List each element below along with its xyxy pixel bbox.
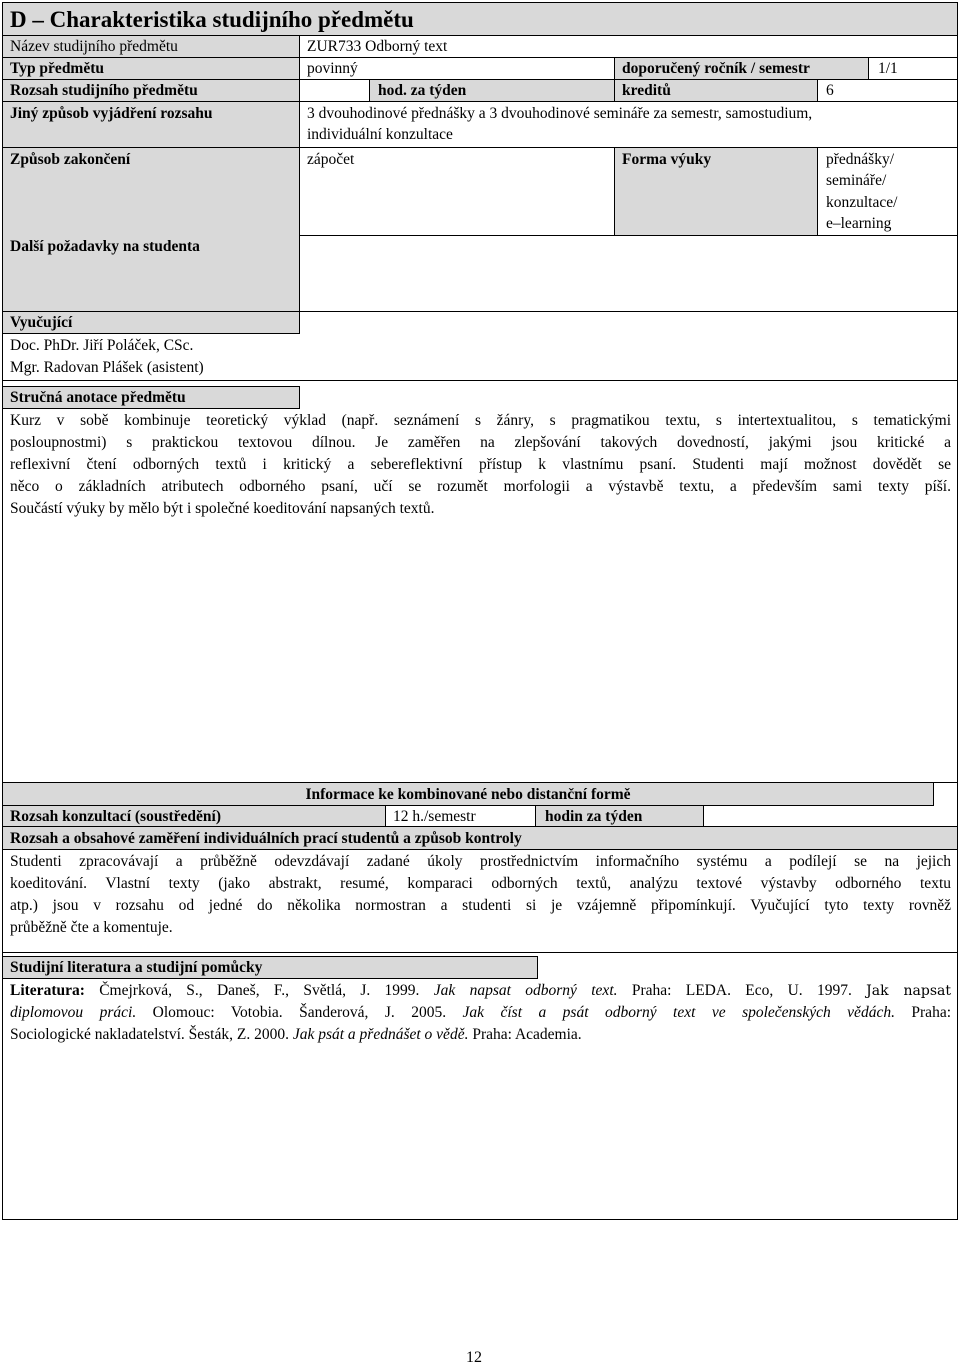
lit-title: Jak napsat odborný text. bbox=[433, 982, 618, 999]
anotace-line: něco o základních atributech odborného psaní, učí se rozumět morfologii a výstavbě textu, a především sami texty píší. bbox=[10, 478, 951, 495]
jiny-value-2: individuální konzultace bbox=[307, 126, 453, 143]
konzultace-label: Rozsah konzultací (soustředění) bbox=[10, 808, 221, 825]
main-content-box bbox=[2, 311, 958, 783]
dalsi-label: Další požadavky na studenta bbox=[10, 238, 200, 255]
nazev-value: ZUR733 Odborný text bbox=[307, 38, 448, 55]
forma-value-1: přednášky/ bbox=[826, 151, 895, 168]
page-number: 12 bbox=[466, 1349, 482, 1366]
typ-label: Typ předmětu bbox=[10, 60, 105, 77]
anotace-line: Součástí výuky by mělo být i společné koeditování napsaných textů. bbox=[10, 500, 435, 517]
forma-label: Forma výuky bbox=[622, 151, 712, 168]
separator-anotace bbox=[2, 380, 958, 381]
anotace-line: reflexivní čtení odborných textů i kritický a sebereflektivní přístup k vlastnímu psaní. Studenti mají možnost dovědět se bbox=[10, 456, 951, 473]
rozsah-value-cell bbox=[299, 79, 370, 102]
vyucujici-1: Doc. PhDr. Jiří Poláček, CSc. bbox=[10, 337, 194, 354]
zpusob-label: Způsob zakončení bbox=[10, 151, 131, 168]
anotace-text bbox=[10, 410, 951, 520]
vyucujici-label: Vyučující bbox=[10, 314, 73, 331]
hod-label: hod. za týden bbox=[378, 82, 467, 99]
lit-text: Praha: LEDA. Eco, U. 1997. bbox=[617, 982, 867, 999]
rocnik-label: doporučený ročník / semestr bbox=[622, 60, 810, 77]
jiny-value-1: 3 dvouhodinové přednášky a 3 dvouhodinové semináře za semestr, samostudium, bbox=[307, 105, 813, 122]
kreditu-label: kreditů bbox=[622, 82, 671, 99]
kreditu-value: 6 bbox=[826, 82, 834, 99]
prace-line: průběžně čte a komentuje. bbox=[10, 919, 173, 936]
anotace-line: posloupnostmi) s praktickou textovou dílnou. Je zaměřen na zlepšování takových dovedností, jakými jsou kritické a bbox=[10, 434, 951, 451]
rocnik-value: 1/1 bbox=[878, 60, 898, 77]
hodin-label: hodin za týden bbox=[545, 808, 643, 825]
prace-label: Rozsah a obsahové zaměření individuálních prací studentů a způsob kontroly bbox=[10, 830, 522, 847]
kreditu-value-cell bbox=[817, 79, 958, 102]
info-header: Informace ke kombinované nebo distanční formě bbox=[305, 786, 631, 803]
separator-literatura bbox=[2, 952, 958, 953]
anotace-label: Stručná anotace předmětu bbox=[10, 389, 186, 406]
zpusob-label-cell bbox=[2, 147, 300, 312]
lit-text: Olomouc: Votobia. Šanderová, J. 2005. bbox=[136, 1004, 463, 1021]
lit-title: diplomovou práci. bbox=[10, 1004, 137, 1021]
lit-text: Sociologické nakladatelství. Šesták, Z. 2000. bbox=[10, 1026, 293, 1043]
prace-line: Studenti zpracovávají a průběžně odevzdávají zadané úkoly prostřednictvím informačního systému a podílejí se na jejich bbox=[10, 853, 951, 870]
prace-line: koeditování. Vlastní texty (jako abstrakt, resumé, komparaci odborných textů, analýzu textové výstavby odborného textu bbox=[10, 875, 951, 892]
vyucujici-2: Mgr. Radovan Plášek (asistent) bbox=[10, 359, 204, 376]
anotace-line: Kurz v sobě kombinuje teoretický výklad (např. seznámení s žánry, s pragmatikou textu, s intertextualitou, s tematickými bbox=[10, 412, 951, 429]
literatura-head: Studijní literatura a studijní pomůcky bbox=[10, 959, 263, 976]
lit-text: Praha: bbox=[894, 1004, 951, 1021]
nazev-label: Název studijního předmětu bbox=[10, 38, 178, 55]
lit-text: Čmejrková, S., Daneš, F., Světlá, J. 1999. bbox=[84, 982, 434, 999]
jiny-label: Jiný způsob vyjádření rozsahu bbox=[10, 105, 213, 122]
literatura-text bbox=[10, 980, 951, 1046]
rozsah-label: Rozsah studijního předmětu bbox=[10, 82, 198, 99]
literatura-label: Literatura: bbox=[10, 982, 85, 999]
forma-value-2: semináře/ bbox=[826, 172, 887, 189]
konzultace-value: 12 h./semestr bbox=[393, 808, 476, 825]
dalsi-value-cell bbox=[299, 235, 958, 312]
lit-text: Praha: Academia. bbox=[468, 1026, 582, 1043]
lit-title: Jak psát a přednášet o vědě. bbox=[292, 1026, 469, 1043]
page-title: D – Charakteristika studijního předmětu bbox=[10, 7, 414, 32]
prace-line: atp.) jsou v rozsahu od jedné do několika normostran a studenti si je vzájemně připomínkují. Vyučující tyto texty rovněž bbox=[10, 897, 951, 914]
typ-value: povinný bbox=[307, 60, 358, 77]
literatura-line-3 bbox=[10, 1024, 951, 1046]
literatura-line-1 bbox=[10, 980, 951, 1002]
zpusob-value: zápočet bbox=[307, 151, 355, 168]
forma-value-4: e–learning bbox=[826, 215, 892, 232]
lit-text: Jak napsat bbox=[866, 983, 951, 999]
lit-title: Jak číst a psát odborný text ve společenských vědách. bbox=[462, 1004, 895, 1021]
prace-text bbox=[10, 851, 951, 939]
forma-value-3: konzultace/ bbox=[826, 194, 898, 211]
literatura-line-2 bbox=[10, 1002, 951, 1024]
